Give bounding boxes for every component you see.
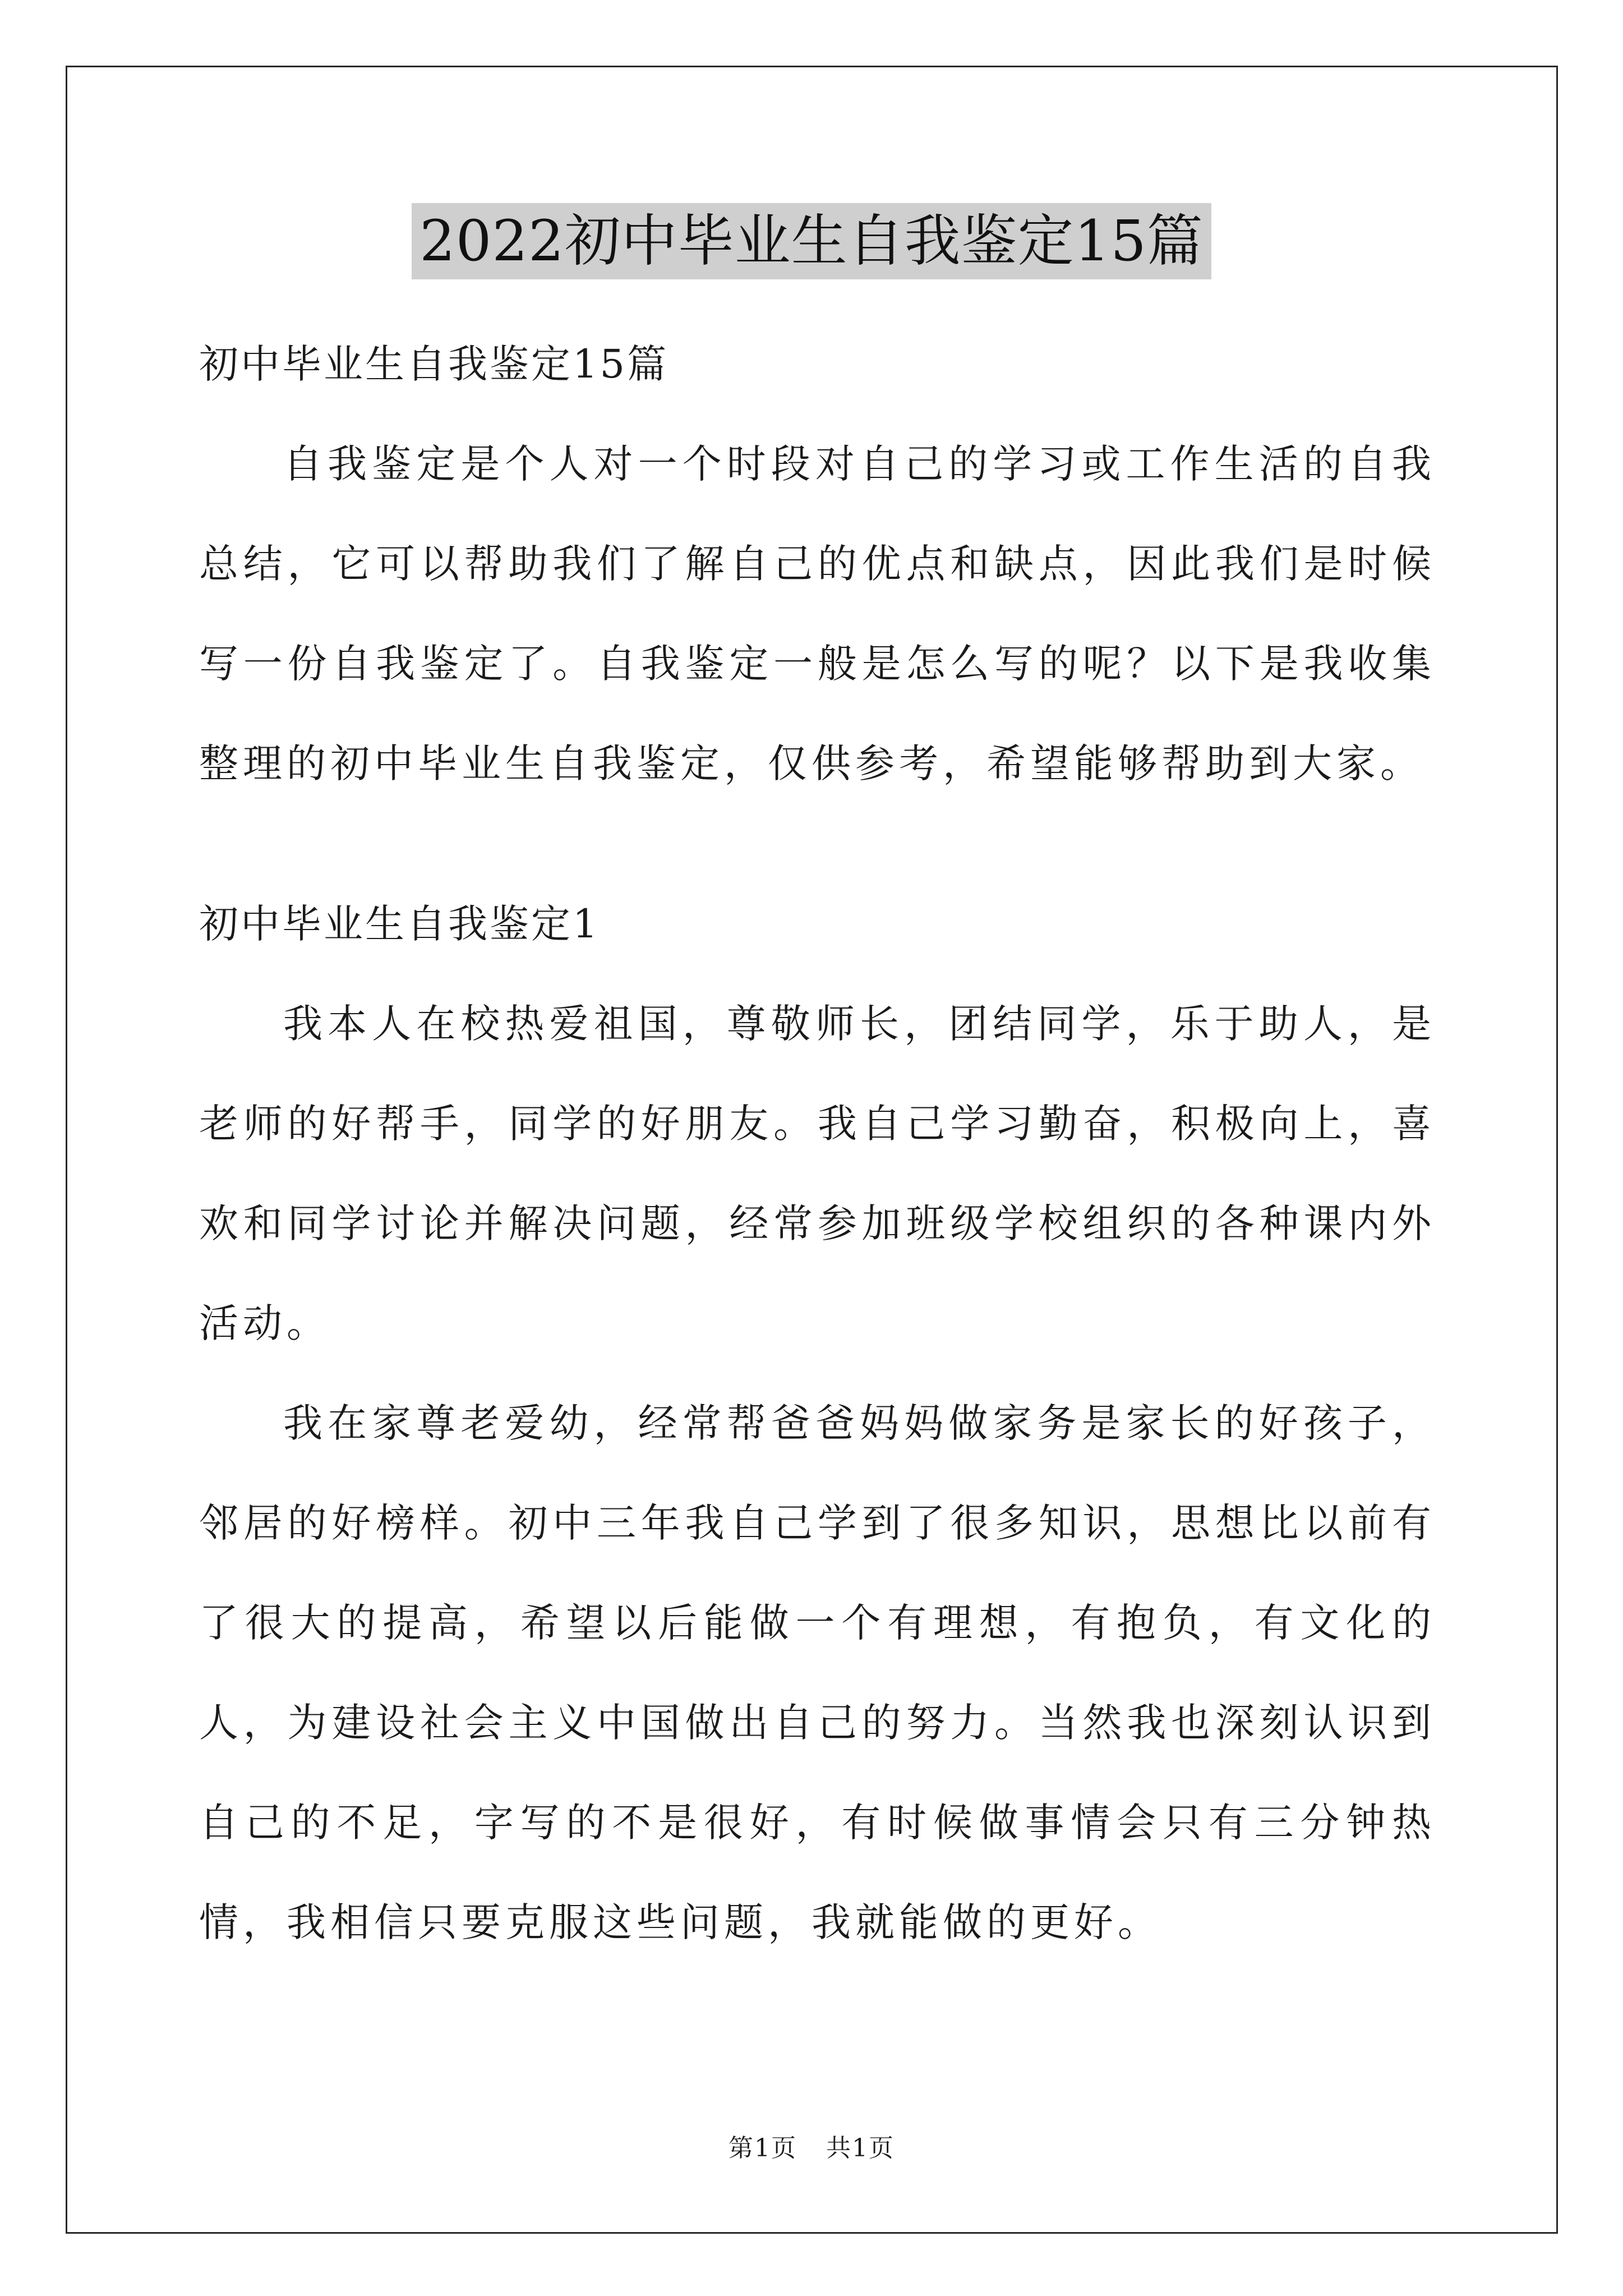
intro-paragraph: 自我鉴定是个人对一个时段对自己的学习或工作生活的自我总结，它可以帮助我们了解自己的优点和缺点，因此我们是时候写一份自我鉴定了。自我鉴定一般是怎么写的呢？以下是我收集整理的初中毕业生自我鉴定，仅供参考，希望能够帮助到大家。 [199, 441, 1436, 786]
section-gap [199, 813, 1436, 874]
page-number: 第1页 [728, 2134, 797, 2162]
body-paragraph: 我本人在校热爱祖国，尊敬师长，团结同学，乐于助人，是老师的好帮手，同学的好朋友。我自己学习勤奋，积极向上，喜欢和同学讨论并解决问题，经常参加班级学校组织的各种课内外活动。 [199, 1001, 1436, 1346]
page-total: 共1页 [826, 2134, 895, 2162]
title-container [0, 203, 1623, 279]
document-title: 2022初中毕业生自我鉴定15篇 [412, 203, 1211, 279]
document-body [199, 314, 1436, 1972]
document-subtitle: 初中毕业生自我鉴定15篇 [199, 341, 669, 387]
page-footer [0, 2132, 1623, 2165]
section-heading: 初中毕业生自我鉴定1 [199, 901, 600, 947]
body-paragraph: 我在家尊老爱幼，经常帮爸爸妈妈做家务是家长的好孩子，邻居的好榜样。初中三年我自己学到了很多知识，思想比以前有了很大的提高，希望以后能做一个有理想，有抱负，有文化的人，为建设社会主义中国做出自己的努力。当然我也深刻认识到自己的不足，字写的不是很好，有时候做事情会只有三分钟热情，我相信只要克服这些问题，我就能做的更好。 [199, 1400, 1436, 1945]
